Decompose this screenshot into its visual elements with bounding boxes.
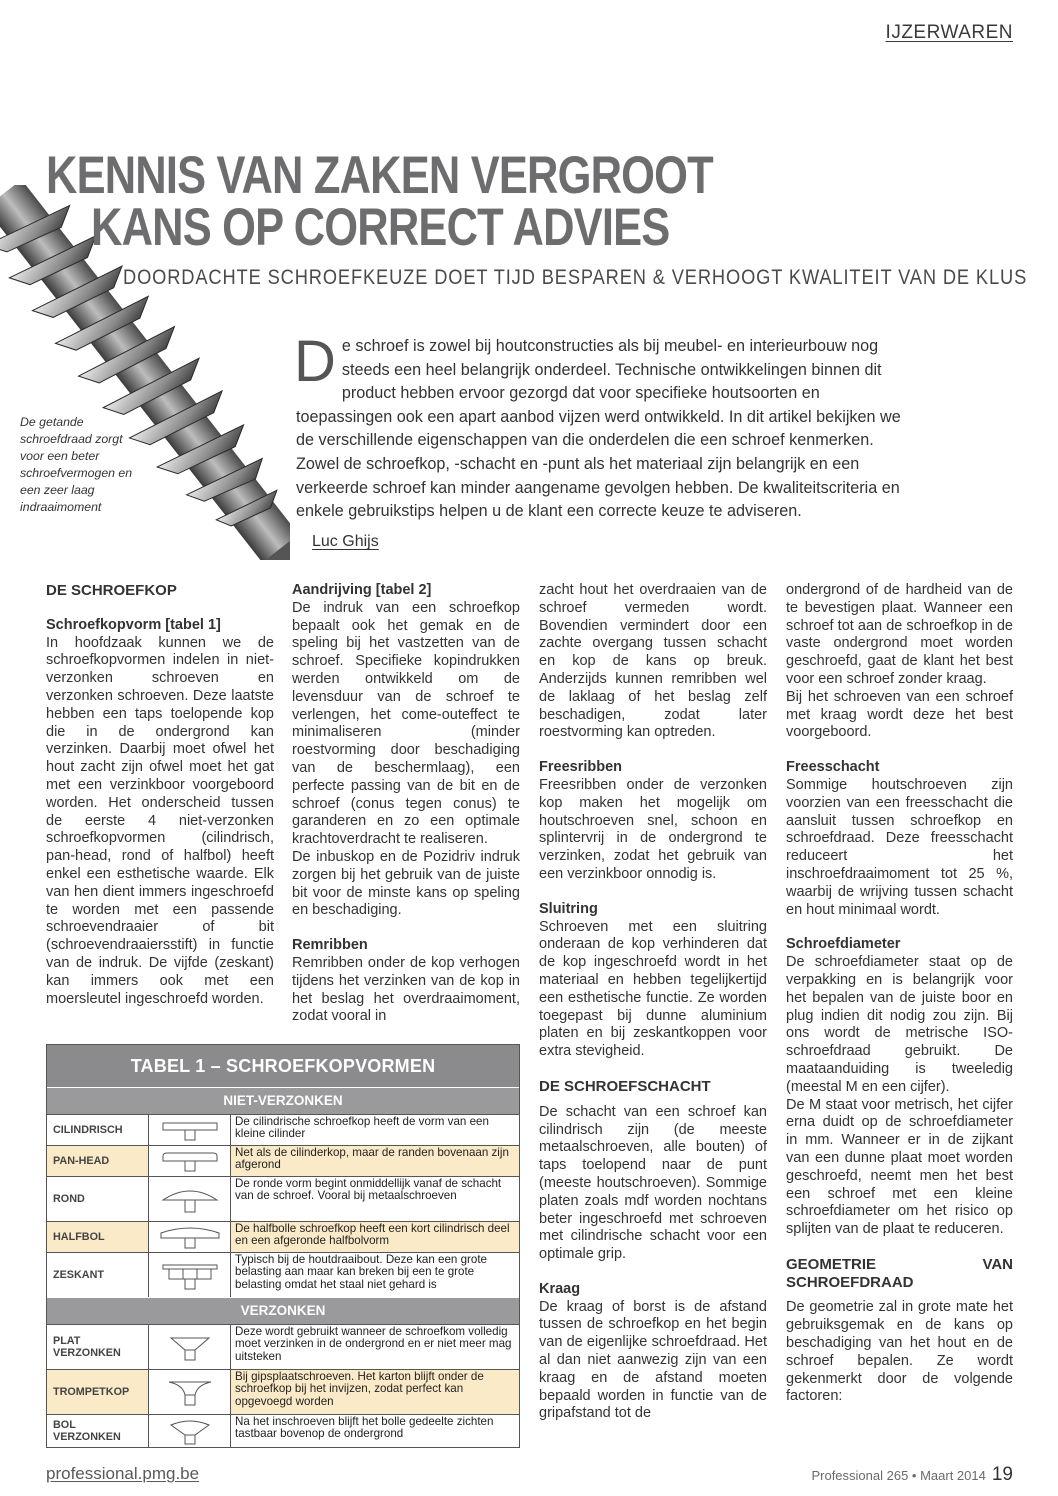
- article-title-line2: KANS OP CORRECT ADVIES: [91, 198, 670, 257]
- head-shape-plat-verzonken-icon: [149, 1325, 231, 1369]
- heading-freesschacht: Freesschacht: [786, 759, 880, 776]
- row-desc: Net als de cilinderkop, maar de randen bovenaan zijn afgerond: [231, 1146, 519, 1176]
- head-shape-pan-head-icon: [149, 1146, 231, 1176]
- paragraph-metrisch: De M staat voor metrisch, het cijfer erna duidt op de schroefdiameter in mm. Wanneer er in de zijkant van een dunne plaat moet worden geschroefd, neemt men het best een schroef met een kleine schroefdiameter om het risico op splijten van de plaat te reduceren.: [786, 1096, 1013, 1238]
- row-desc: De ronde vorm begint onmiddellijk vanaf de schacht van de schroef. Vooral bij metaalschroeven: [235, 1177, 502, 1203]
- row-desc: Bij gipsplaatschroeven. Het karton blijft onder de schroefkop bij het invijzen, zodat perfect kan opgevoegd worden: [231, 1370, 519, 1414]
- intro-text: e schroef is zowel bij houtconstructies als bij meubel- en interieurbouw nog steeds een heel belangrijk onderdeel. Technische ontwikkelingen binnen dit product hebben ervoor gezorgd dat voor specifieke houtsoorten en toepassingen ook een apart aanbod vijzen werd ontwikkeld. In dit artikel bekijken we de verschillende eigenschappen van die onderdelen die een schroef kenmerken. Zowel de schroefkop, -schacht en -punt als het materiaal zijn belangrijk en een verkeerde schroef kan minder aangename gevolgen hebben. De kwaliteitscriteria en enkele gebruikstips helpen u de klant een correcte keuze te adviseren.: [296, 337, 901, 521]
- head-shape-zeskant-icon: [149, 1253, 231, 1297]
- heading-schroefkop: DE SCHROEFKOP: [46, 582, 177, 599]
- heading-sluitring: Sluitring: [539, 900, 598, 917]
- row-name: BOL VERZONKEN: [47, 1415, 149, 1447]
- row-name: PAN-HEAD: [47, 1146, 149, 1176]
- footer-website: professional.pmg.be: [46, 1464, 200, 1483]
- heading-kraag: Kraag: [539, 1280, 581, 1297]
- heading-freesribben: Freesribben: [539, 759, 622, 776]
- paragraph-remribben-cont: zacht hout het overdraaien van de schroef vermeden wordt. Bovendien vermindert door een zachte overgang tussen schacht en kop de kans op breuk. Anderzijds kunnen remribben wel de laklaag of het beslag zelf beschadigen, zodat later roestvorming kan optreden.: [539, 582, 767, 741]
- page-number: 19: [991, 1464, 1013, 1485]
- row-desc: De halfbolle schroefkop heeft een kort cilindrisch deel en een afgeronde halfbolvorm: [231, 1222, 519, 1252]
- table-schroefkopvormen: [46, 1044, 520, 1448]
- paragraph-schroefkopvorm: In hoofdzaak kunnen we de schroefkopvormen indelen in niet-verzonken schroeven en verzonken schroeven. Deze laatste hebben een taps toelopende kop die in de ondergrond kan verzinken. Daarbij moet ofwel het hout zacht zijn ofwel moet het gat met een verzinkboor voorgeboord worden. Het onderscheid tussen de eerste 4 niet-verzonken schroefkopvormen (cilindrisch, pan-head, rond of halfbol) heeft enkel een esthetische waarde. Elk van hen dient immers ingeschroefd te worden met een passende schroevendraaier of bit (schroevendraaiersstift) in functie van de indruk. De vijfde (zeskant) kan immers ook met een moersleutel ingeschroefd worden.: [46, 634, 274, 1007]
- article-subtitle: DOORDACHTE SCHROEFKEUZE DOET TIJD BESPAREN & VERHOOGT KWALITEIT VAN DE KLUS: [123, 266, 1028, 289]
- column-1: [46, 582, 274, 1008]
- paragraph-aandrijving: De indruk van een schroefkop bepaalt ook het gemak en de speling bij het vastzetten van de schroef. Specifieke kopindrukken werden ontwikkeld om de levensduur van de schroef te verlengen, het come-outeffect te minimaliseren (minder roestvorming door beschadiging van de beschermlaag), een perfecte passing van de bit en de schroef (conus tegen conus) te garanderen en zo een optimale krachtoverdracht te realiseren.: [292, 599, 520, 848]
- drop-cap: D: [294, 329, 336, 394]
- paragraph-freesribben: Freesribben onder de verzonken kop maken het mogelijk om houtschroeven snel, schoon en splintervrij in de ondergrond te verzinken, zodat het gebruik van een verzinkboor onnodig is.: [539, 776, 767, 882]
- head-shape-cilindrisch-icon: [149, 1115, 231, 1145]
- table-row: [47, 1176, 519, 1221]
- section-tag: IJZERWAREN: [885, 22, 1013, 43]
- row-name: TROMPETKOP: [47, 1370, 149, 1414]
- heading-schroefdiameter: Schroefdiameter: [786, 936, 901, 953]
- row-name: CILINDRISCH: [47, 1115, 149, 1145]
- article-title-line1: KENNIS VAN ZAKEN VERGROOT: [46, 146, 713, 205]
- paragraph-schroefschacht: De schacht van een schroef kan cilindrisch zijn (de meeste metaalschroeven, alle bouten) of taps toelopend naar de punt (meeste houtschroeven). Sommige platen zoals mdf worden nochtans beter ingeschroefd met schroeven met cilindrische schacht voor een optimale grip.: [539, 1103, 767, 1263]
- table-title: TABEL 1 – SCHROEFKOPVORMEN: [47, 1045, 519, 1087]
- table-row: [47, 1369, 519, 1414]
- heading-aandrijving: Aandrijving [tabel 2]: [292, 582, 432, 598]
- footer-issue: [811, 1464, 1013, 1486]
- paragraph-schroefdiameter: De schroefdiameter staat op de verpakking en is belangrijk voor het bepalen van de juiste boor en plug indien dit nodig zou zijn. Bij ons wordt de metrische ISO-schroefdraad gebruikt. De maataanduiding is tweeledig (meestal M en een cijfer).: [786, 954, 1013, 1095]
- table-row: [47, 1145, 519, 1176]
- paragraph-kraag: De kraag of borst is de afstand tussen de schroefkop en het begin van de eigenlijke schroefdraad. Het al dan niet aanwezig zijn van een kraag en de afstand moeten bepaald worden in functie van de gripafstand tot de: [539, 1298, 767, 1422]
- heading-schroefkopvorm: Schroefkopvorm [tabel 1]: [46, 616, 221, 633]
- heading-remribben: Remribben: [292, 937, 368, 954]
- paragraph-kraag-voorgeboord: Bij het schroeven van een schroef met kraag wordt deze het best voorgeboord.: [786, 688, 1013, 741]
- footer-issue-text: Professional 265 • Maart 2014: [811, 1468, 986, 1483]
- heading-schroefschacht: DE SCHROEFSCHACHT: [539, 1077, 711, 1095]
- table-row: [47, 1414, 519, 1447]
- paragraph-kraag-cont: ondergrond of de hardheid van de te bevestigen plaat. Wanneer een schroef tot aan de schroefkop in de vaste ondergrond moet worden geschroefd, gaat de klant het best voor een schroef zonder kraag.: [786, 582, 1013, 687]
- paragraph-remribben: Remribben onder de kop verhogen tijdens het verzinken van de kop in het beslag het overdraaimoment, zodat vooral in: [292, 954, 520, 1025]
- table-group-niet-verzonken: NIET-VERZONKEN: [47, 1087, 519, 1114]
- table-row: [47, 1114, 519, 1145]
- heading-geometrie: GEOMETRIE VAN SCHROEFDRAAD: [786, 1255, 1013, 1291]
- row-desc: Na het inschroeven blijft het bolle gedeelte zichten tastbaar bovenop de ondergrond: [235, 1415, 494, 1441]
- head-shape-bol-verzonken-icon: [149, 1415, 231, 1447]
- paragraph-freesschacht: Sommige houtschroeven zijn voorzien van een freesschacht die aansluit tussen schroefkop en schroefdraad. Deze freesschacht reduceert het inschroefdraaimoment tot 25 %, waarbij de wrijving tussen schacht en hout minimaal wordt.: [786, 776, 1013, 918]
- paragraph-geometrie: De geometrie zal in grote mate het gebruiksgemak en de kans op beschadiging van het hout en de schroef bepalen. Ze wordt gekenmerkt door de volgende factoren:: [786, 1299, 1013, 1405]
- table-group-verzonken: VERZONKEN: [47, 1297, 519, 1324]
- row-desc: Deze wordt gebruikt wanneer de schroefkom volledig moet verzinken in de ondergrond en er niet meer mag uitsteken: [235, 1325, 512, 1363]
- row-name: ZESKANT: [47, 1253, 149, 1297]
- image-caption: De getande schroefdraad zorgt voor een beter schroefvermogen en een zeer laag indraaimoment: [20, 415, 133, 514]
- head-shape-halfbol-icon: [149, 1222, 231, 1252]
- column-2: [292, 582, 520, 1026]
- column-3: [539, 582, 767, 1423]
- head-shape-trompetkop-icon: [149, 1370, 231, 1414]
- author: Luc Ghijs: [312, 533, 379, 550]
- head-shape-rond-icon: [149, 1177, 231, 1221]
- table-row: [47, 1221, 519, 1252]
- row-name: HALFBOL: [47, 1222, 149, 1252]
- column-4: [786, 582, 1013, 1406]
- paragraph-sluitring: Schroeven met een sluitring onderaan de kop verhinderen dat de kop ingeschroefd wordt in het materiaal en hebben tegelijkertijd een esthetische functie. Ze worden toegepast bij dunne aluminium platen en bij zeskantkoppen voor extra stevigheid.: [539, 918, 767, 1060]
- table-row: [47, 1252, 519, 1297]
- row-name: ROND: [47, 1177, 149, 1221]
- table-row: [47, 1324, 519, 1369]
- intro-paragraph: [294, 329, 914, 524]
- row-name: PLAT VERZONKEN: [47, 1325, 149, 1369]
- row-desc: De cilindrische schroefkop heeft de vorm van een kleine cilinder: [235, 1115, 489, 1141]
- row-desc: Typisch bij de houtdraaibout. Deze kan een grote belasting aan maar kan breken bij een te grote belasting omdat het staal niet gehard is: [235, 1253, 488, 1291]
- paragraph-inbuskop: De inbuskop en de Pozidriv indruk zorgen bij het gebruik van de juiste bit voor de minste kans op speling en beschadiging.: [292, 848, 520, 919]
